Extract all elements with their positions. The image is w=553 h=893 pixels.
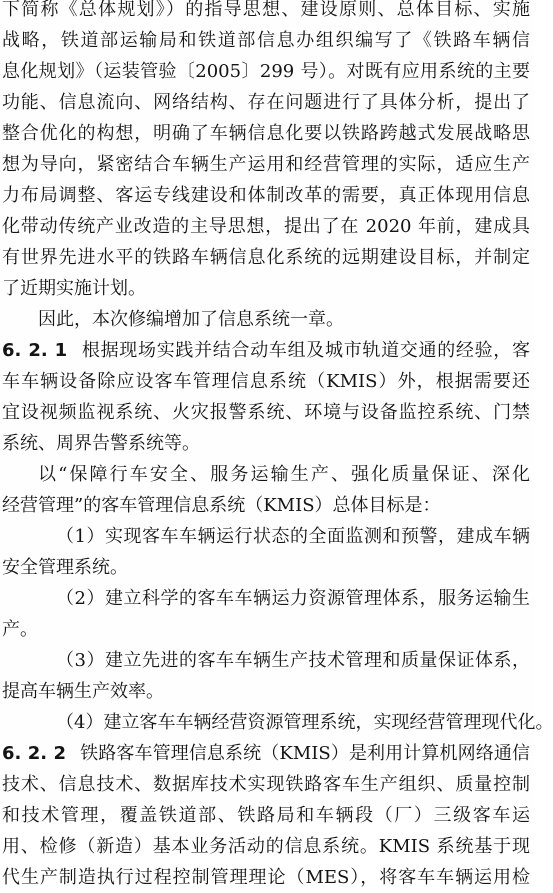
text-line: 技术、信息技术、数据库技术实现铁路客车生产组织、质量控制 — [2, 774, 530, 795]
goal-item-1-cont: 安全管理系统。 — [2, 557, 128, 578]
text-line: 有世界先进水平的铁路车辆信息化系统的远期建设目标，并制定 — [2, 247, 530, 268]
goal-item-1: （1）实现客车车辆运行状态的全面监测和预警，建成车辆 — [56, 526, 530, 547]
section-6-2-2-heading-line — [2, 739, 530, 769]
text-line: 整合优化的构想，明确了车辆信息化要以铁路跨越式发展战略思 — [2, 123, 530, 144]
text-line: 了近期实施计划。 — [2, 278, 146, 299]
text-line: 化带动传统产业改造的主导思想，提出了在 2020 年前，建成具 — [2, 216, 530, 237]
text-line: 想为导向，紧密结合车辆生产运用和经营管理的实际，适应生产 — [2, 154, 530, 175]
text-line: 力布局调整、客运专线建设和体制改革的需要，真正体现用信息 — [2, 185, 530, 206]
text-line: 战略，铁道部运输局和铁道部信息办组织编写了《铁路车辆信 — [2, 30, 530, 51]
paragraph-therefore: 因此，本次修编增加了信息系统一章。 — [38, 309, 344, 330]
text-line: 功能、信息流向、网络结构、存在问题进行了具体分析，提出了 — [2, 92, 530, 113]
goal-item-4: （4）建立客车车辆经营资源管理系统，实现经营管理现代化。 — [56, 712, 553, 733]
section-text: 根据现场实践并结合动车组及城市轨道交通的经验，客 — [81, 340, 530, 361]
text-line: 宜设视频监视系统、火灾报警系统、环境与设备监控系统、门禁 — [2, 402, 530, 423]
section-number: 6. 2. 2 — [2, 743, 67, 764]
text-line: 车车辆设备除应设客车管理信息系统（KMIS）外，根据需要还 — [2, 371, 530, 392]
text-line: 以“保障行车安全、服务运输生产、强化质量保证、深化 — [38, 464, 530, 485]
section-text: 铁路客车管理信息系统（KMIS）是利用计算机网络通信 — [80, 743, 530, 764]
goal-item-3: （3）建立先进的客车车辆生产技术管理和质量保证体系， — [56, 650, 530, 671]
text-line: 代生产制造执行过程控制管理理论（MES），将客车车辆运用检 — [2, 867, 530, 888]
goal-item-2: （2）建立科学的客车车辆运力资源管理体系，服务运输生 — [56, 588, 530, 609]
text-line: 下简称《总体规划》）的指导思想、建设原则、总体目标、实施 — [2, 0, 530, 20]
goal-item-3-cont: 提高车辆生产效率。 — [2, 681, 164, 702]
text-line: 系统、周界告警系统等。 — [2, 433, 200, 454]
section-number: 6. 2. 1 — [2, 340, 68, 361]
text-line: 息化规划》（运装管验〔2005〕299 号）。对既有应用系统的主要 — [2, 61, 530, 82]
goal-item-2-cont: 产。 — [2, 619, 38, 640]
section-6-2-1-heading-line — [2, 336, 530, 366]
text-line: 经营管理”的客车管理信息系统（KMIS）总体目标是： — [2, 495, 441, 516]
text-line: 用、检修（新造）基本业务活动的信息系统。KMIS 系统基于现 — [2, 836, 530, 857]
text-line: 和技术管理，覆盖铁道部、铁路局和车辆段（厂）三级客车运 — [2, 805, 530, 826]
